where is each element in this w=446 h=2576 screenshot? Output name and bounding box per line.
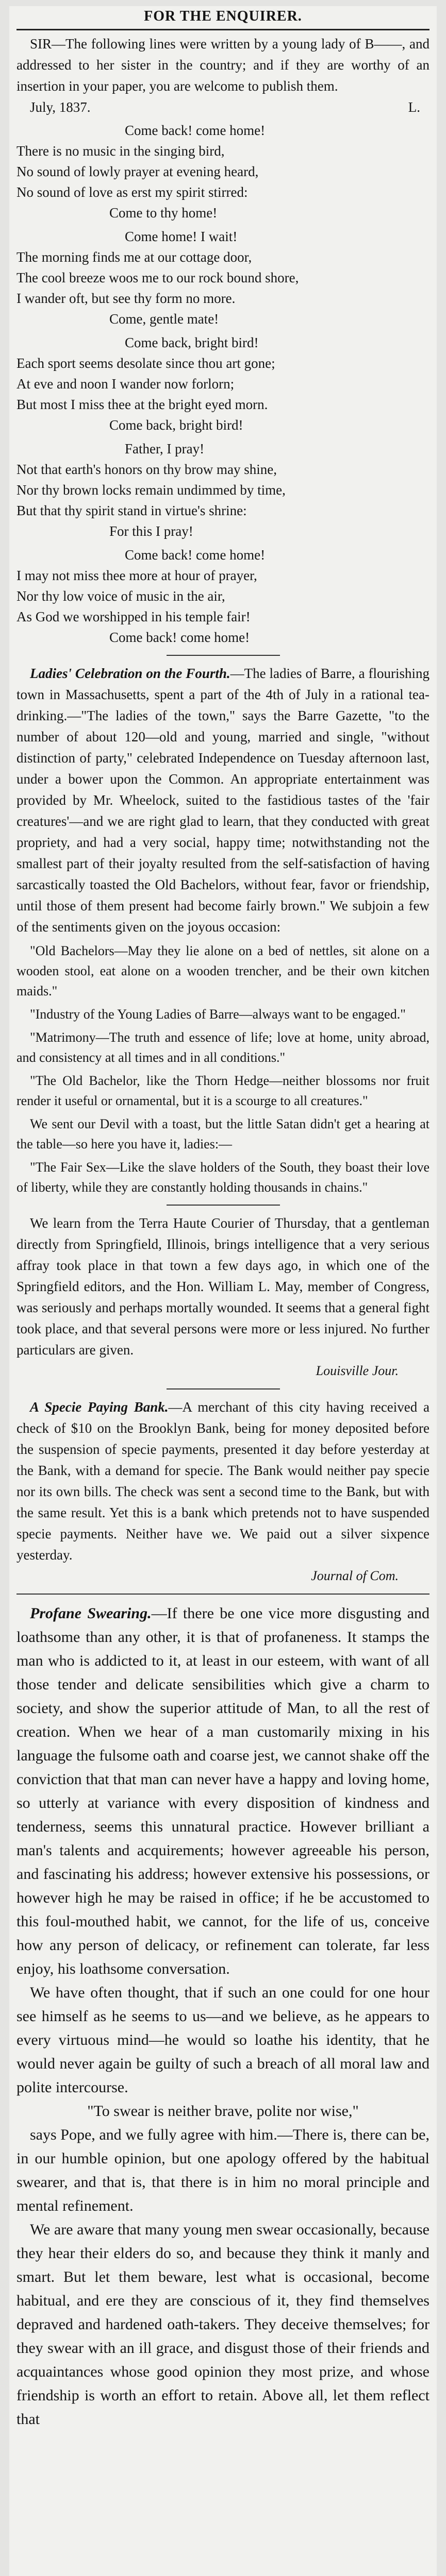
swearing-body-2: We have often thought, that if such an one could for one hour see himself as he seems to us—and we believe, as he appears to every virtuous mind—he would so loathe his identity, that he would never again be guilty of such a breach of all moral law and polite intercourse.: [16, 1984, 430, 2096]
poem-stanza: [16, 332, 430, 435]
poem-line: Nor thy low voice of music in the air,: [16, 588, 225, 604]
poem-line: I wander oft, but see thy form no more.: [16, 291, 236, 306]
specie-article: [16, 1397, 430, 1566]
intro-letter: SIR—The following lines were written by a young lady of B——, and addressed to her sister in the country; and if they are worthy of an insertion in your paper, you are welcome to publish them.: [16, 36, 430, 94]
terre-haute-source: Louisville Jour.: [316, 1363, 399, 1378]
section-divider: [167, 1205, 280, 1206]
poem-stanza: [16, 120, 430, 223]
poem-stanza: [16, 545, 430, 648]
poem-line: No sound of lowly prayer at evening heard,: [16, 164, 259, 179]
poem-refrain: Come back! come home!: [109, 630, 250, 645]
toast-industry: "Industry of the Young Ladies of Barre—always want to be engaged.": [30, 1007, 406, 1022]
poem-line: There is no music in the singing bird,: [16, 143, 225, 159]
poem-line: The cool breeze woos me to our rock bound shore,: [16, 270, 299, 285]
terre-haute-article: We learn from the Terra Haute Courier of Thursday, that a gentleman directly from Springfield, Illinois, brings intelligence that a very serious affray took place in that town a few days ago, in which one of the Springfield editors, and the Hon. William L. May, member of Congress, was seriously and perhaps mortally wounded. It seems that a general fight took place, and that several persons were more or less injured. No further particulars are given.: [16, 1215, 430, 1358]
poem-refrain: Come back! come home!: [125, 547, 266, 563]
intro-signature: L.: [408, 99, 420, 115]
barre-body: —The ladies of Barre, a flourishing town in Massachusetts, spent a part of the 4th of July in a rational tea-drinking.—"The ladies of the town," says the Barre Gazette, "to the number of about 120—old and young, married and single, "without distinction of party," celebrated Independence on Tuesday afternoon last, under a bower upon the Common. An appropriate entertainment was provided by Mr. Wheelock, suited to the fastidious tastes of the 'fair creatures'—and we are right glad to learn, that they conducted with great propriety, and had a very social, happy time; notwithstanding not the smallest part of their joyalty resulted from the self-satisfaction of having sarcastically toasted the Old Bachelors, without fear, favor or friendship, until those of them present had become fairly brown." We subjoin a few of the sentiments given on the joyous occasion:: [16, 666, 430, 935]
poem-stanza: [16, 226, 430, 329]
poem-refrain: Come home! I wait!: [125, 229, 238, 244]
toast-old-bachelors: "Old Bachelors—May they lie alone on a bed of nettles, sit alone on a wooden stool, eat alone on a wooden trencher, and be their own kitchen maids.": [16, 943, 430, 998]
poem-line: Not that earth's honors on thy brow may shine,: [16, 462, 277, 477]
toast-fair-sex: "The Fair Sex—Like the slave holders of the South, they boast their love of liberty, while they are constantly holding thousands in chains.": [16, 1160, 430, 1195]
barre-article: [16, 663, 430, 938]
swearing-body-4: We are aware that many young men swear occasionally, because they hear their elders do so, and because they think it manly and smart. But let them beware, lest what is occasional, become habitual, and ere they are conscious of it, they find themselves depraved and hardened oath-takers. They deceive themselves; for they swear with an ill grace, and disgust those of their friends and acquaintances whose good opinion they most prize, and whose friendship is worth an effort to retain. Above all, let them reflect that: [16, 2221, 430, 2428]
swearing-title: Profane Swearing.: [30, 1605, 152, 1622]
intro-dateline: [16, 97, 430, 118]
newspaper-column: [9, 6, 437, 2576]
poem-line: I may not miss thee more at hour of prayer,: [16, 568, 257, 583]
poem-line: No sound of love as erst my spirit stirred:: [16, 184, 248, 200]
section-divider: [167, 655, 280, 656]
toast-matrimony: "Matrimony—The truth and essence of life; love at home, unity abroad, and consistency at all times and in all conditions.": [16, 1030, 430, 1065]
intro-date: July, 1837.: [30, 99, 91, 115]
swearing-body-1: —If there be one vice more disgusting and loathsome than any other, it is that of profaneness. It stamps the man who is addicted to it, at least in our esteem, with want of all those tender and delicate sensibilities which give a charm to society, and show the superior attitude of Man, to all the rest of creation. When we hear of a man customarily mixing in his language the fulsome oath and coarse jest, we cannot shake off the conviction that that man can never have a happy and loving home, so utterly at variance with every disposition of kindness and tenderness, seems this unnatural practice. However brilliant a man's talents and acquirements; however agreeable his person, and fascinating his address; however extensive his possessions, or however high he may be raised in office; if he be accustomed to this foul-mouthed habit, we cannot, for the life of us, conceive how any person of delicacy, or refinement can tolerate, far less enjoy, his loathsome conversation.: [16, 1605, 430, 1977]
poem-line: But that thy spirit stand in virtue's shrine:: [16, 503, 247, 518]
swearing-body-3: says Pope, and we fully agree with him.—There is, there can be, in our humble opinion, but one apology offered by the habitual swearer, and that is, that there is in him no moral principle and mental refinement.: [16, 2126, 430, 2214]
specie-title: A Specie Paying Bank.: [30, 1399, 169, 1415]
poem-refrain: For this I pray!: [109, 523, 193, 539]
poem-refrain: Come back, bright bird!: [125, 335, 259, 350]
poem-line: But most I miss thee at the bright eyed morn.: [16, 397, 268, 412]
toast-thorn-hedge: "The Old Bachelor, like the Thorn Hedge—neither blossoms nor fruit render it useful or ornamental, but it is a scourge to all creatures.": [16, 1073, 430, 1108]
barre-closing: We sent our Devil with a toast, but the little Satan didn't get a hearing at the table—so here you have it, ladies:—: [16, 1116, 430, 1151]
poem-refrain: Come to thy home!: [109, 205, 218, 221]
barre-title: Ladies' Celebration on the Fourth.: [30, 666, 230, 681]
poem-line: At eve and noon I wander now forlorn;: [16, 376, 235, 392]
poem-line: The morning finds me at our cottage door,: [16, 249, 252, 265]
swearing-article: [16, 1602, 430, 1981]
poem-refrain: Come back, bright bird!: [109, 417, 243, 433]
section-divider: [167, 1388, 280, 1389]
specie-body: —A merchant of this city having received a check of $10 on the Brooklyn Bank, being for money deposited before the suspension of specie payments, presented it day before yesterday at the Bank, with a demand for specie. The Bank would neither pay specie nor its own bills. The check was sent a second time to the Bank, but with the same result. Yet this is a bank which pretends not to have suspended specie payments. Neither have we. We paid out a silver sixpence yesterday.: [16, 1399, 430, 1563]
poem-line: Nor thy brown locks remain undimmed by time,: [16, 482, 286, 498]
masthead: FOR THE ENQUIRER.: [16, 6, 430, 30]
poem-refrain: Father, I pray!: [125, 441, 205, 456]
poem-stanza: [16, 438, 430, 541]
poem-line: Each sport seems desolate since thou art gone;: [16, 355, 275, 371]
section-divider: [16, 1594, 430, 1595]
poem-refrain: Come back! come home!: [125, 123, 266, 138]
pope-verse: "To swear is neither brave, polite nor wise,": [87, 2103, 359, 2120]
poem: [16, 120, 430, 648]
specie-source: Journal of Com.: [311, 1568, 399, 1583]
poem-line: As God we worshipped in his temple fair!: [16, 609, 251, 624]
poem-refrain: Come, gentle mate!: [109, 311, 219, 327]
